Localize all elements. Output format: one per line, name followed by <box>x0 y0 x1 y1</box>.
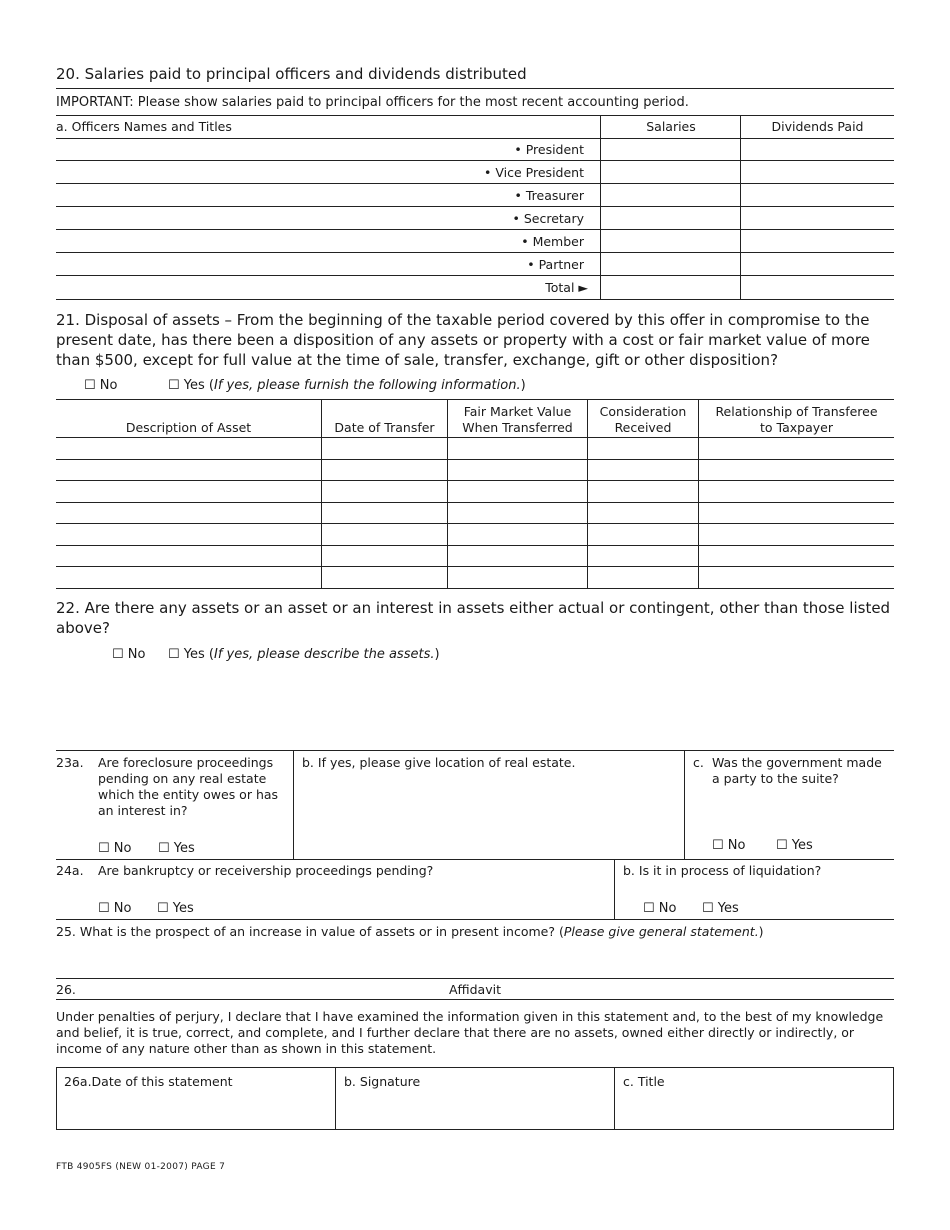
officer-row-total[interactable]: Total ► <box>56 276 894 300</box>
officer-row-secretary[interactable]: • Secretary <box>56 207 894 230</box>
col-relationship: Relationship of Transferee to Taxpayer <box>715 404 878 435</box>
officer-row-partner[interactable]: • Partner <box>56 253 894 276</box>
q24b-yes-checkbox[interactable]: ☐ Yes <box>702 901 739 916</box>
q23-number: 23a. <box>56 755 84 770</box>
signature-block <box>56 1067 894 1130</box>
q21-title: 21. Disposal of assets – From the beginning of the taxable period covered by this offer in compromise to the present date, has there been a disposition of any assets or property with a cost or fair market value of more than $500, except for full value at the time of sale, transfer, exchange, gift or other disposition? <box>56 311 870 369</box>
q20-title: 20. Salaries paid to principal officers and dividends distributed <box>56 65 527 83</box>
date-label: 26a.Date of this statement <box>64 1074 233 1089</box>
q23c-no-checkbox[interactable]: ☐ No <box>712 838 746 853</box>
divider <box>56 115 894 116</box>
affidavit-heading: Affidavit <box>448 982 501 997</box>
col-description: Description of Asset <box>125 420 252 435</box>
title-field[interactable] <box>618 1092 890 1128</box>
q22-yes-checkbox[interactable]: ☐ Yes (If yes, please describe the assets.) <box>168 647 440 662</box>
officer-row-vice-president[interactable]: • Vice President <box>56 161 894 184</box>
q23b-text: b. If yes, please give location of real estate. <box>302 755 576 770</box>
signature-label: b. Signature <box>344 1074 421 1089</box>
q21-yes-checkbox[interactable]: ☐ Yes (If yes, please furnish the following information.) <box>168 378 526 393</box>
divider <box>56 859 894 860</box>
col-consideration: Consideration Received <box>599 404 687 435</box>
q23c-text: Was the government made a party to the suite? <box>712 755 882 786</box>
date-field[interactable] <box>59 1092 333 1128</box>
col-dividends: Dividends Paid <box>771 119 864 134</box>
officer-row-treasurer[interactable]: • Treasurer <box>56 184 894 207</box>
col-officers-names: a. Officers Names and Titles <box>56 119 232 134</box>
signature-field[interactable] <box>339 1092 611 1128</box>
q21-no-checkbox[interactable]: ☐ No <box>84 378 118 393</box>
q25-response-field[interactable] <box>56 943 894 977</box>
q24b-no-checkbox[interactable]: ☐ No <box>643 901 677 916</box>
affidavit-text: Under penalties of perjury, I declare that I have examined the information given in this statement and, to the best of my knowledge and belief, it is true, correct, and complete, and I further declare that there are no assets, owned either directly or indirectly, or income of any nature other than as shown in this statement. <box>56 1009 884 1056</box>
q25-text: 25. What is the prospect of an increase in value of assets or in present income? (Please give general statement.) <box>56 924 764 939</box>
divider <box>56 88 894 89</box>
col-salaries: Salaries <box>646 119 696 134</box>
q23a-no-checkbox[interactable]: ☐ No <box>98 841 132 856</box>
q22-no-checkbox[interactable]: ☐ No <box>112 647 146 662</box>
q23c-label: c. <box>693 755 704 770</box>
q23a-yes-checkbox[interactable]: ☐ Yes <box>158 841 195 856</box>
divider <box>56 919 894 920</box>
asset-rows-entry-area[interactable] <box>57 438 893 588</box>
q24a-text: Are bankruptcy or receivership proceedings pending? <box>98 863 434 878</box>
q20-important: IMPORTANT: Please show salaries paid to principal officers for the most recent accounting period. <box>56 95 689 110</box>
col-fair-market-value: Fair Market Value When Transferred <box>462 404 573 435</box>
q24a-no-checkbox[interactable]: ☐ No <box>98 901 132 916</box>
title-label: c. Title <box>623 1074 665 1089</box>
divider <box>56 999 894 1000</box>
q22-title: 22. Are there any assets or an asset or an interest in assets either actual or contingent, other than those listed above? <box>56 599 891 637</box>
q23b-location-field[interactable] <box>296 775 682 857</box>
q24-number: 24a. <box>56 863 84 878</box>
officer-row-president[interactable]: • President <box>56 138 894 161</box>
q26-number: 26. <box>56 982 76 997</box>
col-date-transfer: Date of Transfer <box>334 420 435 435</box>
form-footer: FTB 4905FS (NEW 01-2007) PAGE 7 <box>56 1162 226 1172</box>
divider <box>56 750 894 751</box>
officer-row-member[interactable]: • Member <box>56 230 894 253</box>
q24b-text: b. Is it in process of liquidation? <box>623 863 822 878</box>
divider <box>56 978 894 979</box>
q24a-yes-checkbox[interactable]: ☐ Yes <box>157 901 194 916</box>
q23a-text: Are foreclosure proceedings pending on any real estate which the entity owes or has an interest in? <box>98 755 279 818</box>
q23c-yes-checkbox[interactable]: ☐ Yes <box>776 838 813 853</box>
